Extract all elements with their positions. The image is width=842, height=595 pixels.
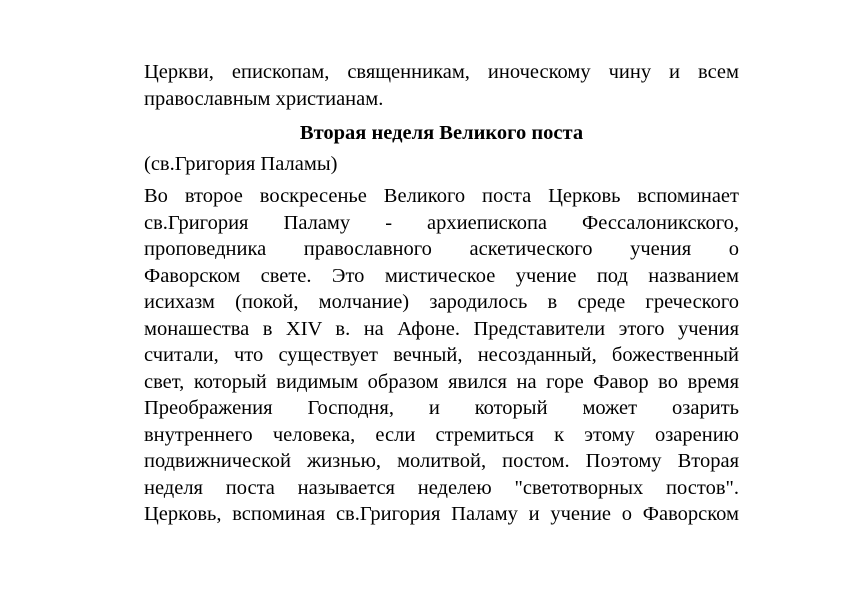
body-line-6: монашества в XIV в. на Афоне. Представители этого учения — [144, 317, 739, 340]
body-line-13: Церковь, вспоминая св.Григория Паламу и учение о Фаворском — [144, 503, 739, 525]
body-line-12: неделя поста называется неделею "светотворных постов". — [144, 476, 739, 499]
body-line-11: подвижнической жизнью, молитвой, постом. Поэтому Вторая — [144, 450, 739, 472]
body-line-1: Во второе воскресенье Великого поста Церковь вспоминает — [144, 185, 739, 207]
body-line-2: св.Григория Паламу - архиепископа Фессалоникского, — [144, 211, 739, 234]
body-line-10: внутреннего человека, если стремиться к этому озарению — [144, 423, 739, 446]
body-line-3: проповедника православного аскетического учения о — [144, 238, 739, 260]
intro-line-2: православным христианам. — [144, 87, 384, 110]
section-subheading: (св.Григория Паламы) — [144, 153, 338, 175]
intro-paragraph — [144, 59, 739, 112]
intro-line-1: Церкви, епископам, священникам, иноческому чину и всем — [144, 61, 739, 83]
body-paragraph — [144, 183, 739, 528]
body-line-8: свет, который видимым образом явился на горе Фавор во время — [144, 370, 739, 393]
body-line-9: Преображения Господня, и который может озарить — [144, 397, 739, 419]
body-line-7: считали, что существует вечный, несозданный, божественный — [144, 344, 739, 366]
body-line-5: исихазм (покой, молчание) зародилось в среде греческого — [144, 291, 739, 313]
section-heading: Вторая неделя Великого поста — [299, 122, 584, 144]
body-line-4: Фаворском свете. Это мистическое учение под названием — [144, 264, 739, 287]
